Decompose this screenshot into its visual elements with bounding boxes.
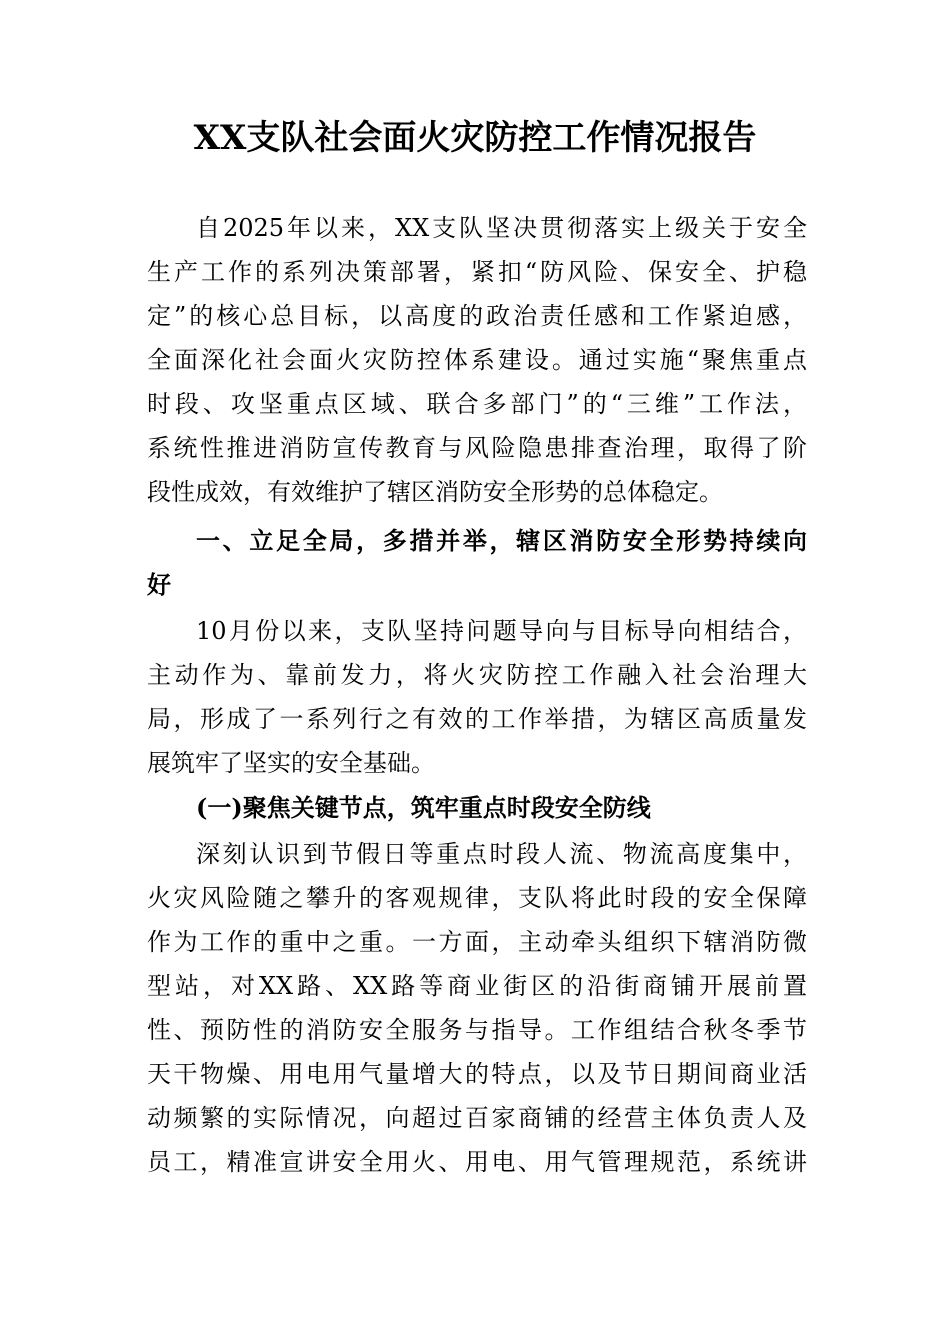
paragraph-line: 10月份以来，支队坚持问题导向与目标导向相结合， xyxy=(196,617,807,645)
subsection-heading: (一)聚焦关键节点，筑牢重点时段安全防线 xyxy=(196,793,651,822)
paragraph-line: 深刻认识到节假日等重点时段人流、物流高度集中， xyxy=(196,840,807,868)
paragraph-intro-line: 生产工作的系列决策部署，紧扣“防风险、保安全、护稳 xyxy=(147,258,807,286)
paragraph-line: 局，形成了一系列行之有效的工作举措，为辖区高质量发 xyxy=(147,705,807,733)
paragraph-line: 天干物燥、用电用气量增大的特点，以及节日期间商业活 xyxy=(147,1060,807,1088)
paragraph-intro-line: 定”的核心总目标，以高度的政治责任感和工作紧迫感， xyxy=(147,302,807,330)
paragraph-line: 员工，精准宣讲安全用火、用电、用气管理规范，系统讲 xyxy=(147,1148,807,1176)
paragraph-intro-line: 时段、攻坚重点区域、联合多部门”的“三维”工作法， xyxy=(147,390,807,418)
section-heading-1: 一、立足全局，多措并举，辖区消防安全形势持续向 xyxy=(196,527,807,555)
paragraph-line: 火灾风险随之攀升的客观规律，支队将此时段的安全保障 xyxy=(147,884,807,912)
paragraph-line: 动频繁的实际情况，向超过百家商铺的经营主体负责人及 xyxy=(147,1104,807,1132)
paragraph-line: 性、预防性的消防安全服务与指导。工作组结合秋冬季节 xyxy=(147,1016,807,1044)
paragraph-intro-line: 自2025年以来，XX支队坚决贯彻落实上级关于安全 xyxy=(196,214,807,242)
paragraph-intro-line: 段性成效，有效维护了辖区消防安全形势的总体稳定。 xyxy=(147,478,723,506)
paragraph-line: 主动作为、靠前发力，将火灾防控工作融入社会治理大 xyxy=(147,661,807,689)
document-title: XX支队社会面火灾防控工作情况报告 xyxy=(193,118,757,158)
paragraph-intro-line: 系统性推进消防宣传教育与风险隐患排查治理，取得了阶 xyxy=(147,434,807,462)
paragraph-line: 作为工作的重中之重。一方面，主动牵头组织下辖消防微 xyxy=(147,928,807,956)
section-heading-1: 好 xyxy=(147,571,171,599)
paragraph-line: 型站，对XX路、XX路等商业街区的沿街商铺开展前置 xyxy=(147,972,807,1000)
paragraph-intro-line: 全面深化社会面火灾防控体系建设。通过实施“聚焦重点 xyxy=(147,346,807,374)
paragraph-line: 展筑牢了坚实的安全基础。 xyxy=(147,749,435,777)
